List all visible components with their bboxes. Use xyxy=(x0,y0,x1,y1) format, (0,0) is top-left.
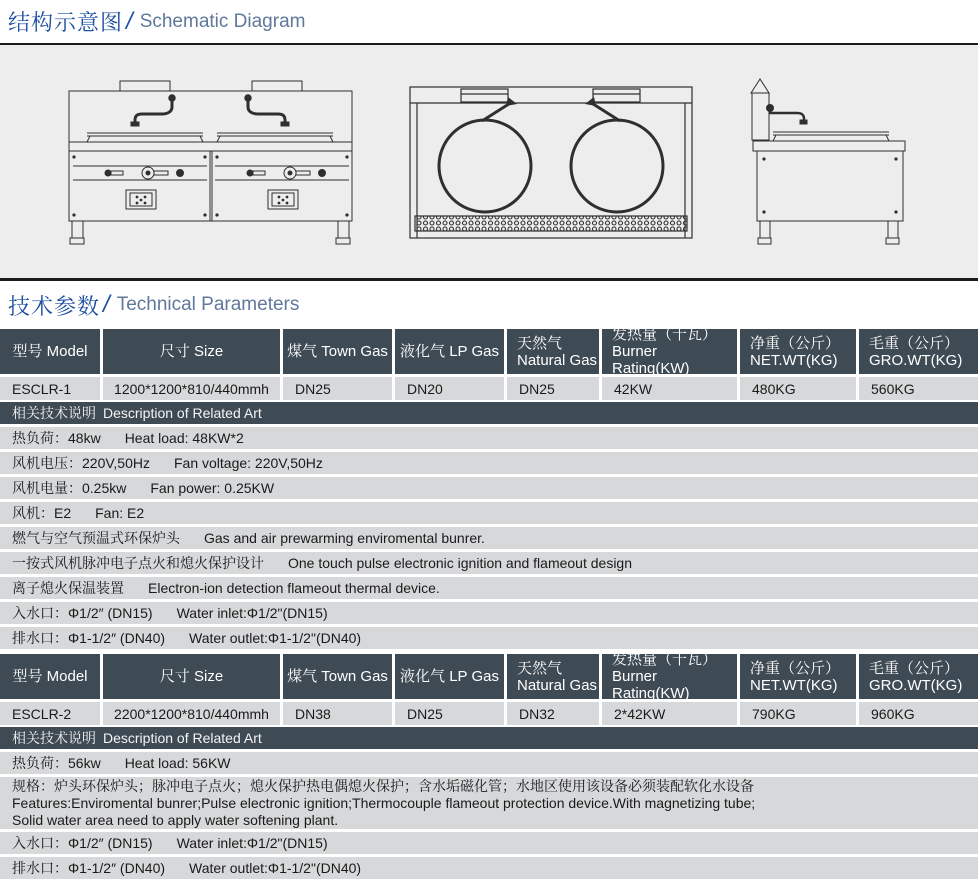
table-row xyxy=(0,702,978,727)
cell-burner-rating: 42KW xyxy=(602,377,740,400)
col-header-town-gas: 煤气 Town Gas xyxy=(283,654,395,699)
desc-row-ignition: 一按式风机脉冲电子点火和熄火保护设计 One touch pulse electronic ignition and flameout design xyxy=(0,552,978,577)
parameters-table-esclr1 xyxy=(0,326,978,652)
related-art-header: 相关技术说明 Description of Related Art xyxy=(0,727,978,752)
cell-net-weight: 480KG xyxy=(740,377,859,400)
cell-size: 2200*1200*810/440mmh xyxy=(103,702,283,725)
col-header-natural-gas: 天然气 Natural Gas xyxy=(507,329,602,374)
table-header-row xyxy=(0,326,978,377)
cell-lp-gas: DN25 xyxy=(395,702,507,725)
cell-net-weight: 790KG xyxy=(740,702,859,725)
desc-row-fan-voltage: 风机电压：220V,50Hz Fan voltage: 220V,50Hz xyxy=(0,452,978,477)
front-view-drawing xyxy=(69,81,352,244)
desc-row-water-inlet: 入水口：Φ1/2″ (DN15) Water inlet:Φ1/2"(DN15) xyxy=(0,832,978,857)
table-header-row xyxy=(0,651,978,702)
desc-row-water-inlet: 入水口：Φ1/2″ (DN15) Water inlet:Φ1/2"(DN15) xyxy=(0,602,978,627)
col-header-net-weight: 净重（公斤） NET.WT(KG) xyxy=(740,654,859,699)
cell-gross-weight: 560KG xyxy=(871,380,915,397)
col-header-burner-rating: 发热量（千瓦） Burner Rating(KW) xyxy=(602,654,740,699)
title-slash: / xyxy=(126,7,133,35)
related-art-header: 相关技术说明 Description of Related Art xyxy=(0,402,978,427)
cell-town-gas: DN25 xyxy=(283,377,395,400)
cell-natural-gas: DN32 xyxy=(507,702,602,725)
desc-row-heat-load: 热负荷：48kw Heat load: 48KW*2 xyxy=(0,427,978,452)
desc-row-flameout-device: 离子熄火保温装置 Electron-ion detection flameout thermal device. xyxy=(0,577,978,602)
col-header-gross-weight: 毛重（公斤） GRO.WT(KG) xyxy=(869,659,963,694)
top-view-drawing xyxy=(410,87,692,238)
cell-model: ESCLR-1 xyxy=(0,377,103,400)
schematic-section-title xyxy=(0,0,978,43)
desc-row-heat-load: 热负荷：56kw Heat load: 56KW xyxy=(0,752,978,777)
parameters-section-title xyxy=(0,281,978,329)
parameters-title-zh: 技术参数 xyxy=(8,293,101,319)
col-header-size: 尺寸 Size xyxy=(103,329,283,374)
col-header-size: 尺寸 Size xyxy=(103,654,283,699)
desc-row-features: 规格：炉头环保炉头；脉冲电子点火；熄火保护热电偶熄火保护；含水垢磁化管；水地区使用该设备必须装配软化水设备 Features:Enviromental bunrer;Pulse electronic ignition;Thermocouple flameout protection device.With magnetizing tube; Solid water area need to apply water softening plant. xyxy=(0,777,978,832)
table-row xyxy=(0,377,978,402)
cell-size: 1200*1200*810/440mmh xyxy=(103,377,283,400)
schematic-title-en: Schematic Diagram xyxy=(139,10,306,32)
schematic-diagram-svg xyxy=(0,45,978,278)
col-header-gross-weight: 毛重（公斤） GRO.WT(KG) xyxy=(869,334,963,369)
cell-burner-rating: 2*42KW xyxy=(602,702,740,725)
cell-lp-gas: DN20 xyxy=(395,377,507,400)
col-header-town-gas: 煤气 Town Gas xyxy=(283,329,395,374)
col-header-burner-rating: 发热量（千瓦） Burner Rating(KW) xyxy=(602,329,740,374)
parameters-title-en: Technical Parameters xyxy=(116,294,300,315)
col-header-model: 型号 Model xyxy=(0,654,103,699)
cell-natural-gas: DN25 xyxy=(507,377,602,400)
col-header-model: 型号 Model xyxy=(0,329,103,374)
schematic-title-zh: 结构示意图 xyxy=(8,10,124,35)
col-header-natural-gas: 天然气 Natural Gas xyxy=(507,654,602,699)
desc-row-water-outlet: 排水口：Φ1-1/2″ (DN40) Water outlet:Φ1-1/2"(DN40) xyxy=(0,627,978,652)
schematic-diagram-panel xyxy=(0,43,978,281)
desc-row-water-outlet: 排水口：Φ1-1/2″ (DN40) Water outlet:Φ1-1/2"(DN40) xyxy=(0,857,978,882)
desc-row-burner: 燃气与空气预温式环保炉头 Gas and air prewarming enviromental bunrer. xyxy=(0,527,978,552)
desc-row-fan: 风机：E2 Fan: E2 xyxy=(0,502,978,527)
col-header-net-weight: 净重（公斤） NET.WT(KG) xyxy=(740,329,859,374)
cell-model: ESCLR-2 xyxy=(0,702,103,725)
col-header-lp-gas: 液化气 LP Gas xyxy=(395,654,507,699)
parameters-table-esclr2 xyxy=(0,651,978,882)
side-view-drawing xyxy=(751,79,905,244)
col-header-lp-gas: 液化气 LP Gas xyxy=(395,329,507,374)
cell-town-gas: DN38 xyxy=(283,702,395,725)
title-slash: / xyxy=(103,291,110,318)
desc-row-fan-power: 风机电量：0.25kw Fan power: 0.25KW xyxy=(0,477,978,502)
cell-gross-weight: 960KG xyxy=(871,705,915,722)
